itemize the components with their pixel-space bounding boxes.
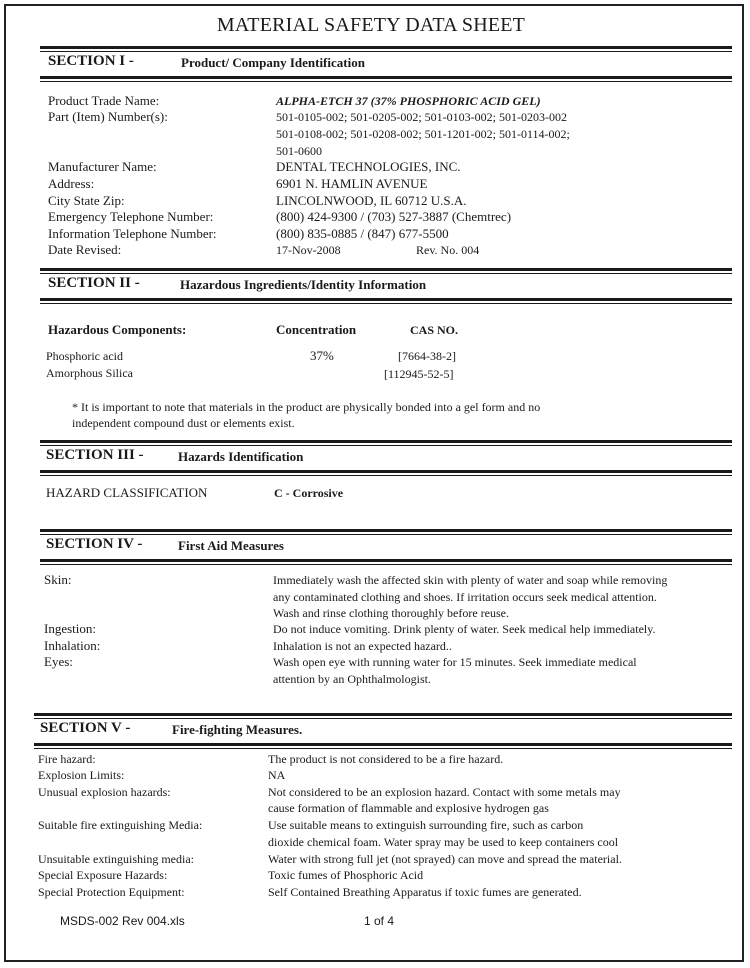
fire-hazard-label: Fire hazard: <box>38 752 96 766</box>
component-cas: [7664-38-2] <box>398 349 456 363</box>
gel-note: independent compound dust or elements exist. <box>72 416 295 430</box>
protection-equipment-label: Special Protection Equipment: <box>38 885 185 899</box>
skin-instruction: Wash and rinse clothing thoroughly before reuse. <box>273 606 509 620</box>
unsuitable-media-label: Unsuitable extinguishing media: <box>38 852 194 866</box>
section-3-title: Hazards Identification <box>178 449 304 464</box>
section-1-header <box>40 46 732 84</box>
section-5-header <box>34 713 732 751</box>
section-3-number: SECTION III - <box>46 447 144 463</box>
footer-file-name: MSDS-002 Rev 004.xls <box>60 914 185 928</box>
eyes-instruction: Wash open eye with running water for 15 minutes. Seek immediate medical <box>273 655 637 669</box>
unusual-hazards-label: Unusual explosion hazards: <box>38 785 171 799</box>
cas-column-header: CAS NO. <box>410 323 459 337</box>
hazard-classification-label: HAZARD CLASSIFICATION <box>46 485 208 500</box>
city-value: LINCOLNWOOD, IL 60712 U.S.A. <box>276 193 467 208</box>
explosion-limits-value: NA <box>268 768 286 782</box>
section-5-title: Fire-fighting Measures. <box>172 722 303 737</box>
inhalation-instruction: Inhalation is not an expected hazard.. <box>273 639 452 653</box>
section-4-header <box>40 529 732 567</box>
section-2-number: SECTION II - <box>48 275 140 291</box>
section-1-title: Product/ Company Identification <box>181 55 365 70</box>
unusual-hazards-value: cause formation of flammable and explosive hydrogen gas <box>268 801 549 815</box>
product-name-value: ALPHA-ETCH 37 (37% PHOSPHORIC ACID GEL) <box>276 94 541 108</box>
inhalation-label: Inhalation: <box>44 638 101 653</box>
suitable-media-label: Suitable fire extinguishing Media: <box>38 818 203 832</box>
date-revised-value: 17-Nov-2008 <box>276 243 341 257</box>
suitable-media-value: Use suitable means to extinguish surrounding fire, such as carbon <box>268 818 584 832</box>
city-label: City State Zip: <box>48 193 125 208</box>
component-name: Amorphous Silica <box>46 366 133 380</box>
emergency-phone-label: Emergency Telephone Number: <box>48 209 214 224</box>
manufacturer-value: DENTAL TECHNOLOGIES, INC. <box>276 159 461 174</box>
section-5-number: SECTION V - <box>40 720 131 736</box>
section-4-number: SECTION IV - <box>46 536 143 552</box>
special-exposure-label: Special Exposure Hazards: <box>38 868 168 882</box>
address-value: 6901 N. HAMLIN AVENUE <box>276 176 428 191</box>
unsuitable-media-value: Water with strong full jet (not sprayed) can move and spread the material. <box>268 852 622 866</box>
ingestion-label: Ingestion: <box>44 621 96 636</box>
eyes-label: Eyes: <box>44 654 73 669</box>
gel-note: * It is important to note that materials in the product are physically bonded into a gel form and no <box>72 400 541 414</box>
footer-page-number: 1 of 4 <box>364 914 395 928</box>
manufacturer-label: Manufacturer Name: <box>48 159 157 174</box>
ingestion-instruction: Do not induce vomiting. Drink plenty of water. Seek medical help immediately. <box>273 622 656 636</box>
section-3-header <box>40 440 732 478</box>
section-2-header <box>40 268 732 306</box>
date-revised-label: Date Revised: <box>48 242 122 257</box>
skin-instruction: Immediately wash the affected skin with plenty of water and soap while removing <box>273 573 668 587</box>
address-label: Address: <box>48 176 95 191</box>
fire-hazard-value: The product is not considered to be a fire hazard. <box>268 752 504 766</box>
revision-number: Rev. No. 004 <box>416 243 480 257</box>
part-number-line: 501-0600 <box>276 144 322 158</box>
skin-instruction: any contaminated clothing and shoes. If irritation occurs seek medical attention. <box>273 590 657 604</box>
eyes-instruction: attention by an Ophthalmologist. <box>273 672 431 686</box>
explosion-limits-label: Explosion Limits: <box>38 768 125 782</box>
concentration-column-header: Concentration <box>276 322 357 337</box>
components-column-header: Hazardous Components: <box>48 322 187 337</box>
section-1-number: SECTION I - <box>48 53 134 69</box>
info-phone-label: Information Telephone Number: <box>48 226 217 241</box>
part-number-line: 501-0105-002; 501-0205-002; 501-0103-002; 501-0203-002 <box>276 110 567 124</box>
emergency-phone-value: (800) 424-9300 / (703) 527-3887 (Chemtrec) <box>276 209 512 224</box>
skin-label: Skin: <box>44 572 72 587</box>
info-phone-value: (800) 835-0885 / (847) 677-5500 <box>276 226 449 241</box>
component-cas: [112945-52-5] <box>384 367 454 381</box>
special-exposure-value: Toxic fumes of Phosphoric Acid <box>268 868 424 882</box>
component-name: Phosphoric acid <box>46 349 123 363</box>
hazard-classification-value: C - Corrosive <box>274 486 344 500</box>
unusual-hazards-value: Not considered to be an explosion hazard. Contact with some metals may <box>268 785 621 799</box>
protection-equipment-value: Self Contained Breathing Apparatus if toxic fumes are generated. <box>268 885 582 899</box>
section-4-title: First Aid Measures <box>178 538 284 553</box>
part-number-label: Part (Item) Number(s): <box>48 109 168 124</box>
document-title: MATERIAL SAFETY DATA SHEET <box>216 14 526 36</box>
part-number-line: 501-0108-002; 501-0208-002; 501-1201-002; 501-0114-002; <box>276 127 570 141</box>
product-name-label: Product Trade Name: <box>48 93 160 108</box>
section-2-title: Hazardous Ingredients/Identity Information <box>180 277 427 292</box>
suitable-media-value: dioxide chemical foam. Water spray may be used to keep containers cool <box>268 835 619 849</box>
component-concentration: 37% <box>310 348 334 363</box>
